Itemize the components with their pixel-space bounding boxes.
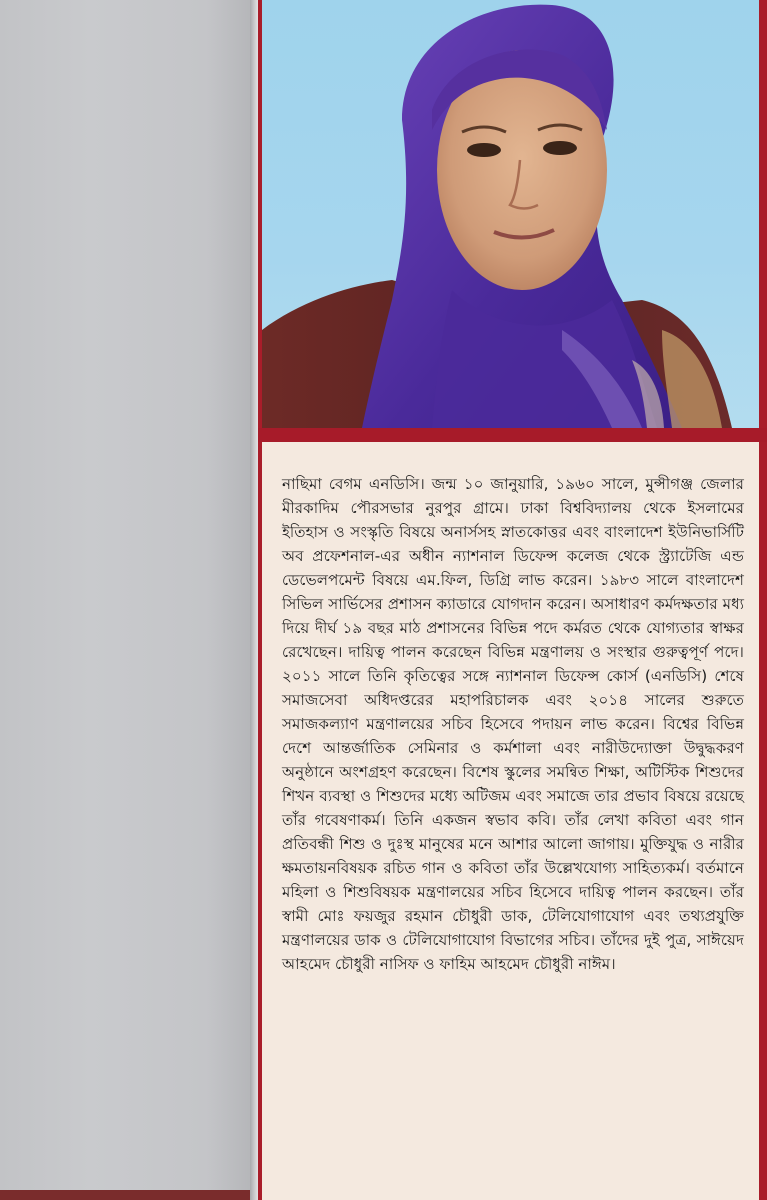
left-page-panel xyxy=(0,0,258,1200)
left-page-bottom-edge xyxy=(0,1190,258,1200)
author-photo xyxy=(262,0,759,428)
author-bio-panel xyxy=(262,442,759,1200)
bio-paragraph: নাছিমা বেগম এনডিসি। জন্ম ১০ জানুয়ারি, ১৯৬০ সালে, মুন্সীগঞ্জ জেলার মীরকাদিম পৌরসভার নুরপুর গ্রামে। ঢাকা বিশ্ববিদ্যালয় থেকে ইসলামের ইতিহাস ও সংস্কৃতি বিষয়ে অনার্সসহ স্নাতকোত্তর এবং বাংলাদেশ ইউনিভার্সিটি অব প্রফেশনাল-এর অধীন ন্যাশনাল ডিফেন্স কলেজ থেকে স্ট্র্যাটেজি এন্ড ডেভেলপমেন্ট বিষয়ে এম.ফিল, ডিগ্রি লাভ করেন। ১৯৮৩ সালে বাংলাদেশ সিভিল সার্ভিসের প্রশাসন ক্যাডারে যোগদান করেন। অসাধারণ কর্মদক্ষতার মধ্য দিয়ে দীর্ঘ ১৯ বছর মাঠ প্রশাসনের বিভিন্ন পদে কর্মরত থেকে যোগ্যতার স্বাক্ষর রেখেছেন। দায়িত্ব পালন করেছেন বিভিন্ন মন্ত্রণালয় ও সংস্থার গুরুত্বপূর্ণ পদে। ২০১১ সালে তিনি কৃতিত্বের সঙ্গে ন্যাশনাল ডিফেন্স কোর্স (এনডিসি) শেষে সমাজসেবা অধিদপ্তরের মহাপরিচালক এবং ২০১৪ সালের শুরুতে সমাজকল্যাণ মন্ত্রণালয়ের সচিব হিসেবে পদায়ন লাভ করেন। বিশ্বের বিভিন্ন দেশে আন্তর্জাতিক সেমিনার ও কর্মশালা এবং নারীউদ্যোক্তা উদ্বুদ্ধকরণ অনুষ্ঠানে অংশগ্রহণ করেছেন। বিশেষ স্কুলের সমন্বিত শিক্ষা, অটিস্টিক শিশুদের শিখন ব্যবস্থা ও শিশুদের মধ্যে অটিজম এবং সমাজে তার প্রভাব বিষয়ে রয়েছে তাঁর গবেষণাকর্ম। তিনি একজন স্বভাব কবি। তাঁর লেখা কবিতা এবং গান প্রতিবন্ধী শিশু ও দুঃস্থ মানুষের মনে আশার আলো জাগায়। মুক্তিযুদ্ধ ও নারীর ক্ষমতায়নবিষয়ক রচিত গান ও কবিতা তাঁর উল্লেখযোগ্য সাহিত্যকর্ম। বর্তমানে মহিলা ও শিশুবিষয়ক মন্ত্রণালয়ের সচিব হিসেবে দায়িত্ব পালন করছেন। তাঁর স্বামী মোঃ ফয়জুর রহমান চৌধুরী ডাক, টেলিযোগাযোগ এবং তথ্যপ্রযুক্তি মন্ত্রণালয়ের ডাক ও টেলিযোগাযোগ বিভাগের সচিব। তাঁদের দুই পুত্র, সাঈয়েদ আহমেদ চৌধুরী নাসিফ ও ফাহিম আহমেদ চৌধুরী নাঈম। xyxy=(282,475,744,973)
author-portrait-illustration xyxy=(262,0,759,428)
red-divider-band xyxy=(258,428,767,442)
author-bio-text xyxy=(282,472,744,976)
